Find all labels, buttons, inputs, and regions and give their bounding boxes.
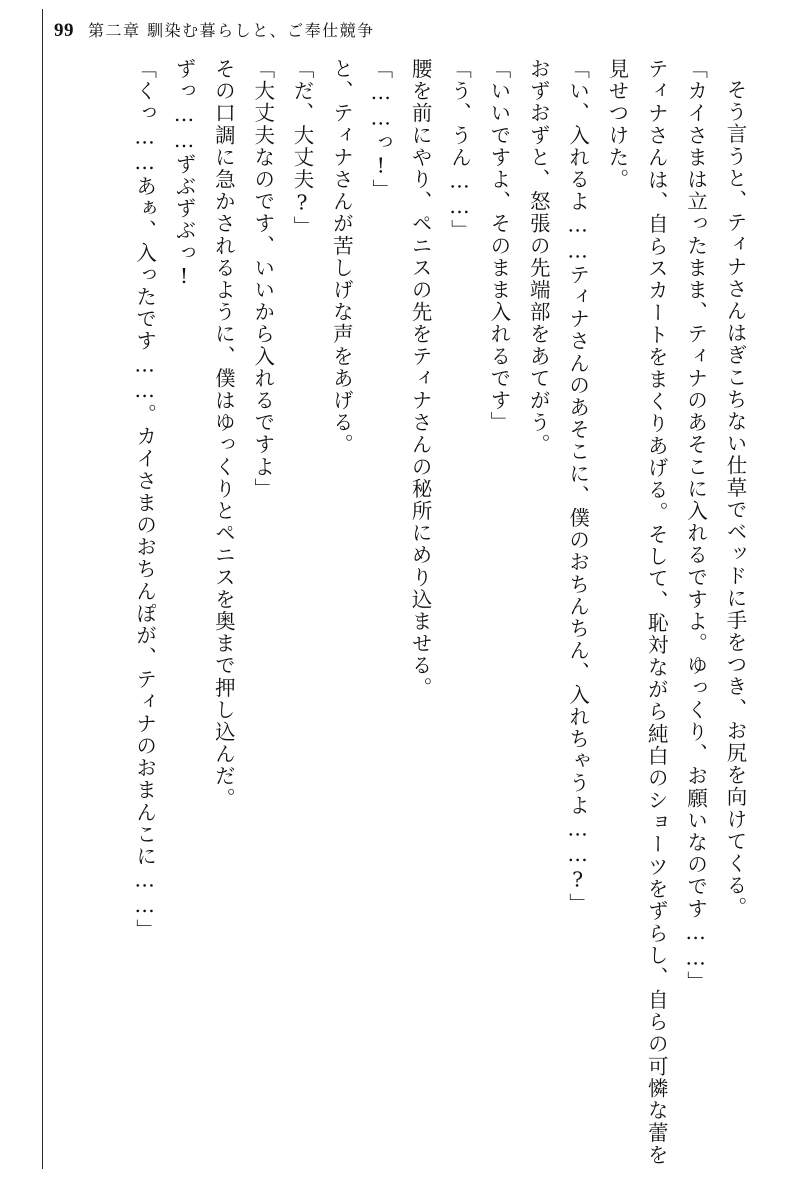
page-number: 99 <box>54 20 74 41</box>
paragraph: その口調に急かされるように、僕はゆっくりとペニスを奥まで押し込んだ。 <box>211 58 236 810</box>
paragraph: ティナさんは、自らスカートをまくりあげる。そして、恥対ながら純白のショーツをずらし、自らの可憐な蕾を見せつけた。 <box>604 58 669 1166</box>
paragraph: 「大丈夫なのです、いいから入れるですよ」 <box>250 58 275 500</box>
paragraph: 「カイさまは立ったまま、ティナのあそこに入れるですよ。ゆっくり、お願いなのです……」 <box>683 58 708 994</box>
paragraph: 「う、うん……」 <box>447 58 472 242</box>
paragraph: 「いいですよ、そのまま入れるです」 <box>486 58 511 434</box>
chapter-title: 第二章 馴染む暮らしと、ご奉仕競争 <box>88 21 375 40</box>
vertical-text-block <box>54 58 754 1166</box>
paragraph: ずっ……ずぶずぶっ! <box>171 58 196 290</box>
body-text-area <box>54 58 754 1168</box>
paragraph: 「い、入れるよ……ティナさんのあそこに、僕のおちんちん、入れちゃうよ……?」 <box>565 58 590 916</box>
paragraph: そう言うと、ティナさんはぎこちない仕草でベッドに手をつき、お尻を向けてくる。 <box>723 78 747 919</box>
vertical-rule <box>42 9 43 1169</box>
paragraph: 腰を前にやり、ペニスの先をティナさんの秘所にめり込ませる。 <box>408 58 433 699</box>
paragraph: おずおずと、怒張の先端部をあてがう。 <box>526 58 551 456</box>
paragraph: と、ティナさんが苦しげな声をあげる。 <box>329 58 354 456</box>
paragraph: 「くっ……あぁ、入ったです……。カイさまのおちんぽが、ティナのおまんこに……」 <box>132 58 157 941</box>
paragraph: 「……っ!」 <box>368 58 393 202</box>
running-header <box>54 18 746 48</box>
paragraph: 「だ、大丈夫?」 <box>290 58 315 239</box>
